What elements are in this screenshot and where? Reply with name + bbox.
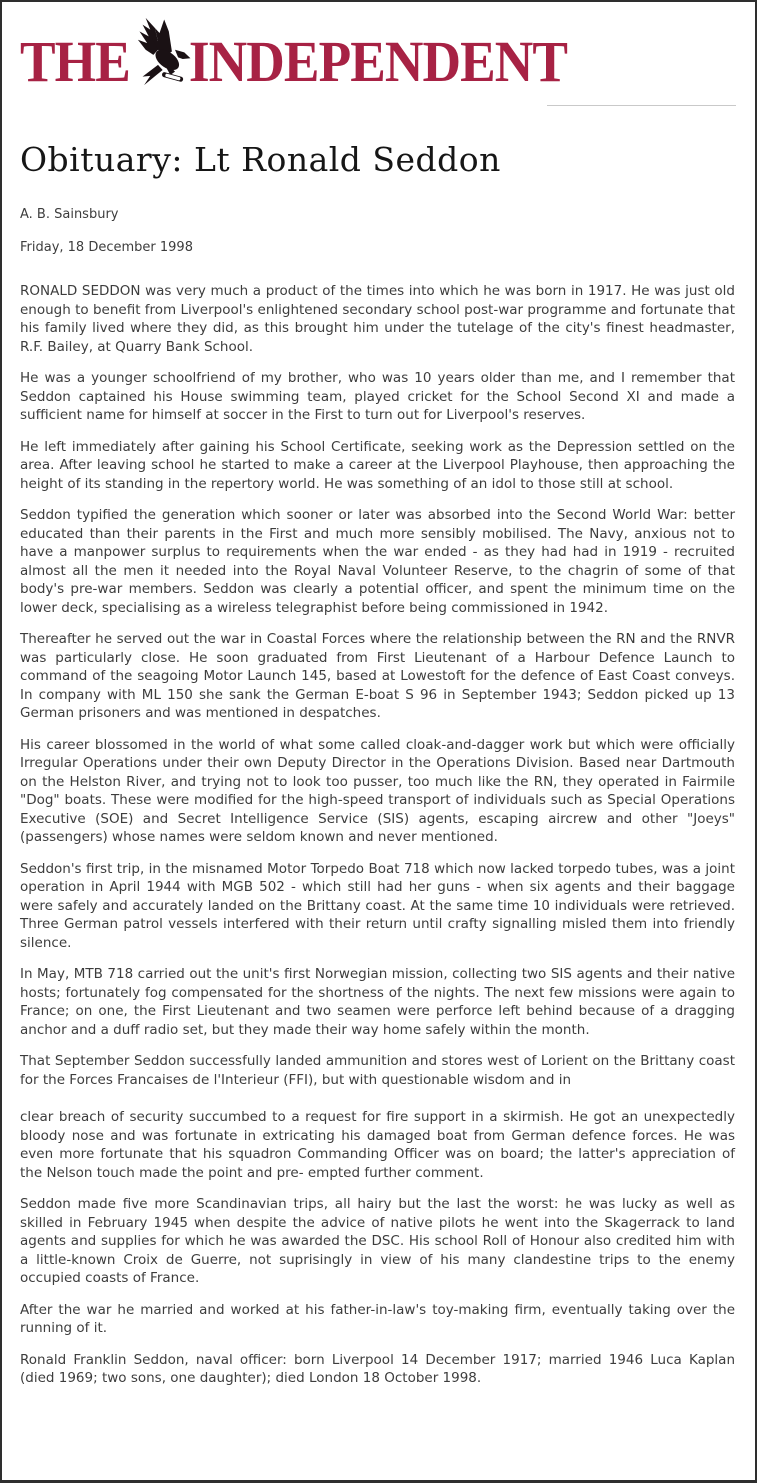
article-paragraph: Thereafter he served out the war in Coastal Forces where the relationship between the RN and the RNVR was particularly close. He soon graduated from First Lieutenant of a Harbour Defence Launch to command of the seagoing Motor Launch 145, based at Lowestoft for the defence of East Coast conveys. In company with ML 150 she sank the German E-boat S 96 in September 1943; Seddon picked up 13 German prisoners and was mentioned in despatches. xyxy=(20,631,735,721)
article-date: Friday, 18 December 1998 xyxy=(20,240,193,255)
article-paragraph: Seddon's first trip, in the misnamed Motor Torpedo Boat 718 which now lacked torpedo tubes, was a joint operation in April 1944 with MGB 502 - which still had her guns - when six agents and their baggage were safely and accurately landed on the Brittany coast. At the same time 10 individuals were retrieved. Three German patrol vessels interfered with their return until crafty signalling misled them into friendly silence. xyxy=(20,860,735,951)
article-paragraph: Seddon typified the generation which sooner or later was absorbed into the Second World War: better educated than their parents in the First and much more sensibly mobilised. The Navy, anxious not to have a manpower surplus to requirements when the war ended - as they had had in 1919 - recruited almost all the men it needed into the Royal Naval Volunteer Reserve, to the chagrin of some of that body's pre-war members. Seddon was clearly a potential officer, and spent the minimum time on the lower deck, specialising as a wireless telegraphist before being commissioned in 1942. xyxy=(20,507,735,616)
article-paragraph: Seddon made five more Scandinavian trips, all hairy but the last the worst: he was lucky as well as skilled in February 1945 when despite the advice of native pilots he went into the Skagerrack to land agents and supplies for which he was awarded the DSC. His school Roll of Honour also credited him with a little-known Croix de Guerre, not suprisingly in view of his many clandestine trips to the enemy occupied coasts of France. xyxy=(20,1196,735,1286)
eagle-icon xyxy=(119,13,196,95)
header-divider xyxy=(547,105,736,106)
article-paragraph-continuation: clear breach of security succumbed to a request for fire support in a skirmish. He got an unexpectedly bloody nose and was fortunate in extricating his damaged boat from German defence forces. He was even more fortunate that his squadron Commanding Officer was on board; the latter's appreciation of the Nelson touch made the point and pre- empted further comment. xyxy=(20,1109,735,1181)
masthead-logo xyxy=(20,13,567,94)
article-paragraph: He was a younger schoolfriend of my brother, who was 10 years older than me, and I remember that Seddon captained his House swimming team, played cricket for the School Second XI and made a sufficient name for himself at soccer in the First to turn out for Liverpool's reserves. xyxy=(20,370,735,423)
masthead-independent: INDEPENDENT xyxy=(188,29,568,94)
article-paragraph: That September Seddon successfully landed ammunition and stores west of Lorient on the Brittany coast for the Forces Francaises de l'Interieur (FFI), but with questionable wisdom and in xyxy=(20,1053,735,1088)
article-paragraph: He left immediately after gaining his School Certificate, seeking work as the Depression settled on the area. After leaving school he started to make a career at the Liverpool Playhouse, then approaching the height of its standing in the repertory world. He was something of an idol to those still at school. xyxy=(20,438,735,492)
page-title: Obituary: Lt Ronald Seddon xyxy=(20,140,501,179)
masthead-the: THE xyxy=(20,29,130,94)
article-body xyxy=(2,282,755,1388)
article-paragraph: RONALD SEDDON was very much a product of the times into which he was born in 1917. He was just old enough to benefit from Liverpool's enlightened secondary school post-war programme and fortunate that his family lived where they did, as this brought him under the tutelage of the city's finest headmaster, R.F. Bailey, at Quarry Bank School. xyxy=(20,283,735,355)
byline: A. B. Sainsbury xyxy=(20,207,119,222)
article-paragraph: His career blossomed in the world of what some called cloak-and-dagger work but which were officially Irregular Operations under their own Deputy Director in the Operations Division. Based near Dartmouth on the Helston River, and trying not to look too pusser, too much like the RN, they operated in Fairmile "Dog" boats. These were modified for the high-speed transport of individuals such as Special Operations Executive (SOE) and Secret Intelligence Service (SIS) agents, escaping aircrew and other "Joeys" (passengers) whose names were seldom known and never mentioned. xyxy=(20,736,735,845)
article-paragraph: After the war he married and worked at his father-in-law's toy-making firm, eventually taking over the running of it. xyxy=(20,1301,735,1336)
article-paragraph: Ronald Franklin Seddon, naval officer: born Liverpool 14 December 1917; married 1946 Luca Kaplan (died 1969; two sons, one daughter); died London 18 October 1998. xyxy=(20,1351,735,1386)
masthead[interactable] xyxy=(20,18,755,94)
article-paragraph: In May, MTB 718 carried out the unit's first Norwegian mission, collecting two SIS agents and their native hosts; fortunately fog compensated for the shortness of the nights. The next few missions were again to France; on one, the First Lieutenant and two seamen were perforce left behind because of a dragging anchor and a duff radio set, but they made their way home safely within the month. xyxy=(20,966,735,1038)
